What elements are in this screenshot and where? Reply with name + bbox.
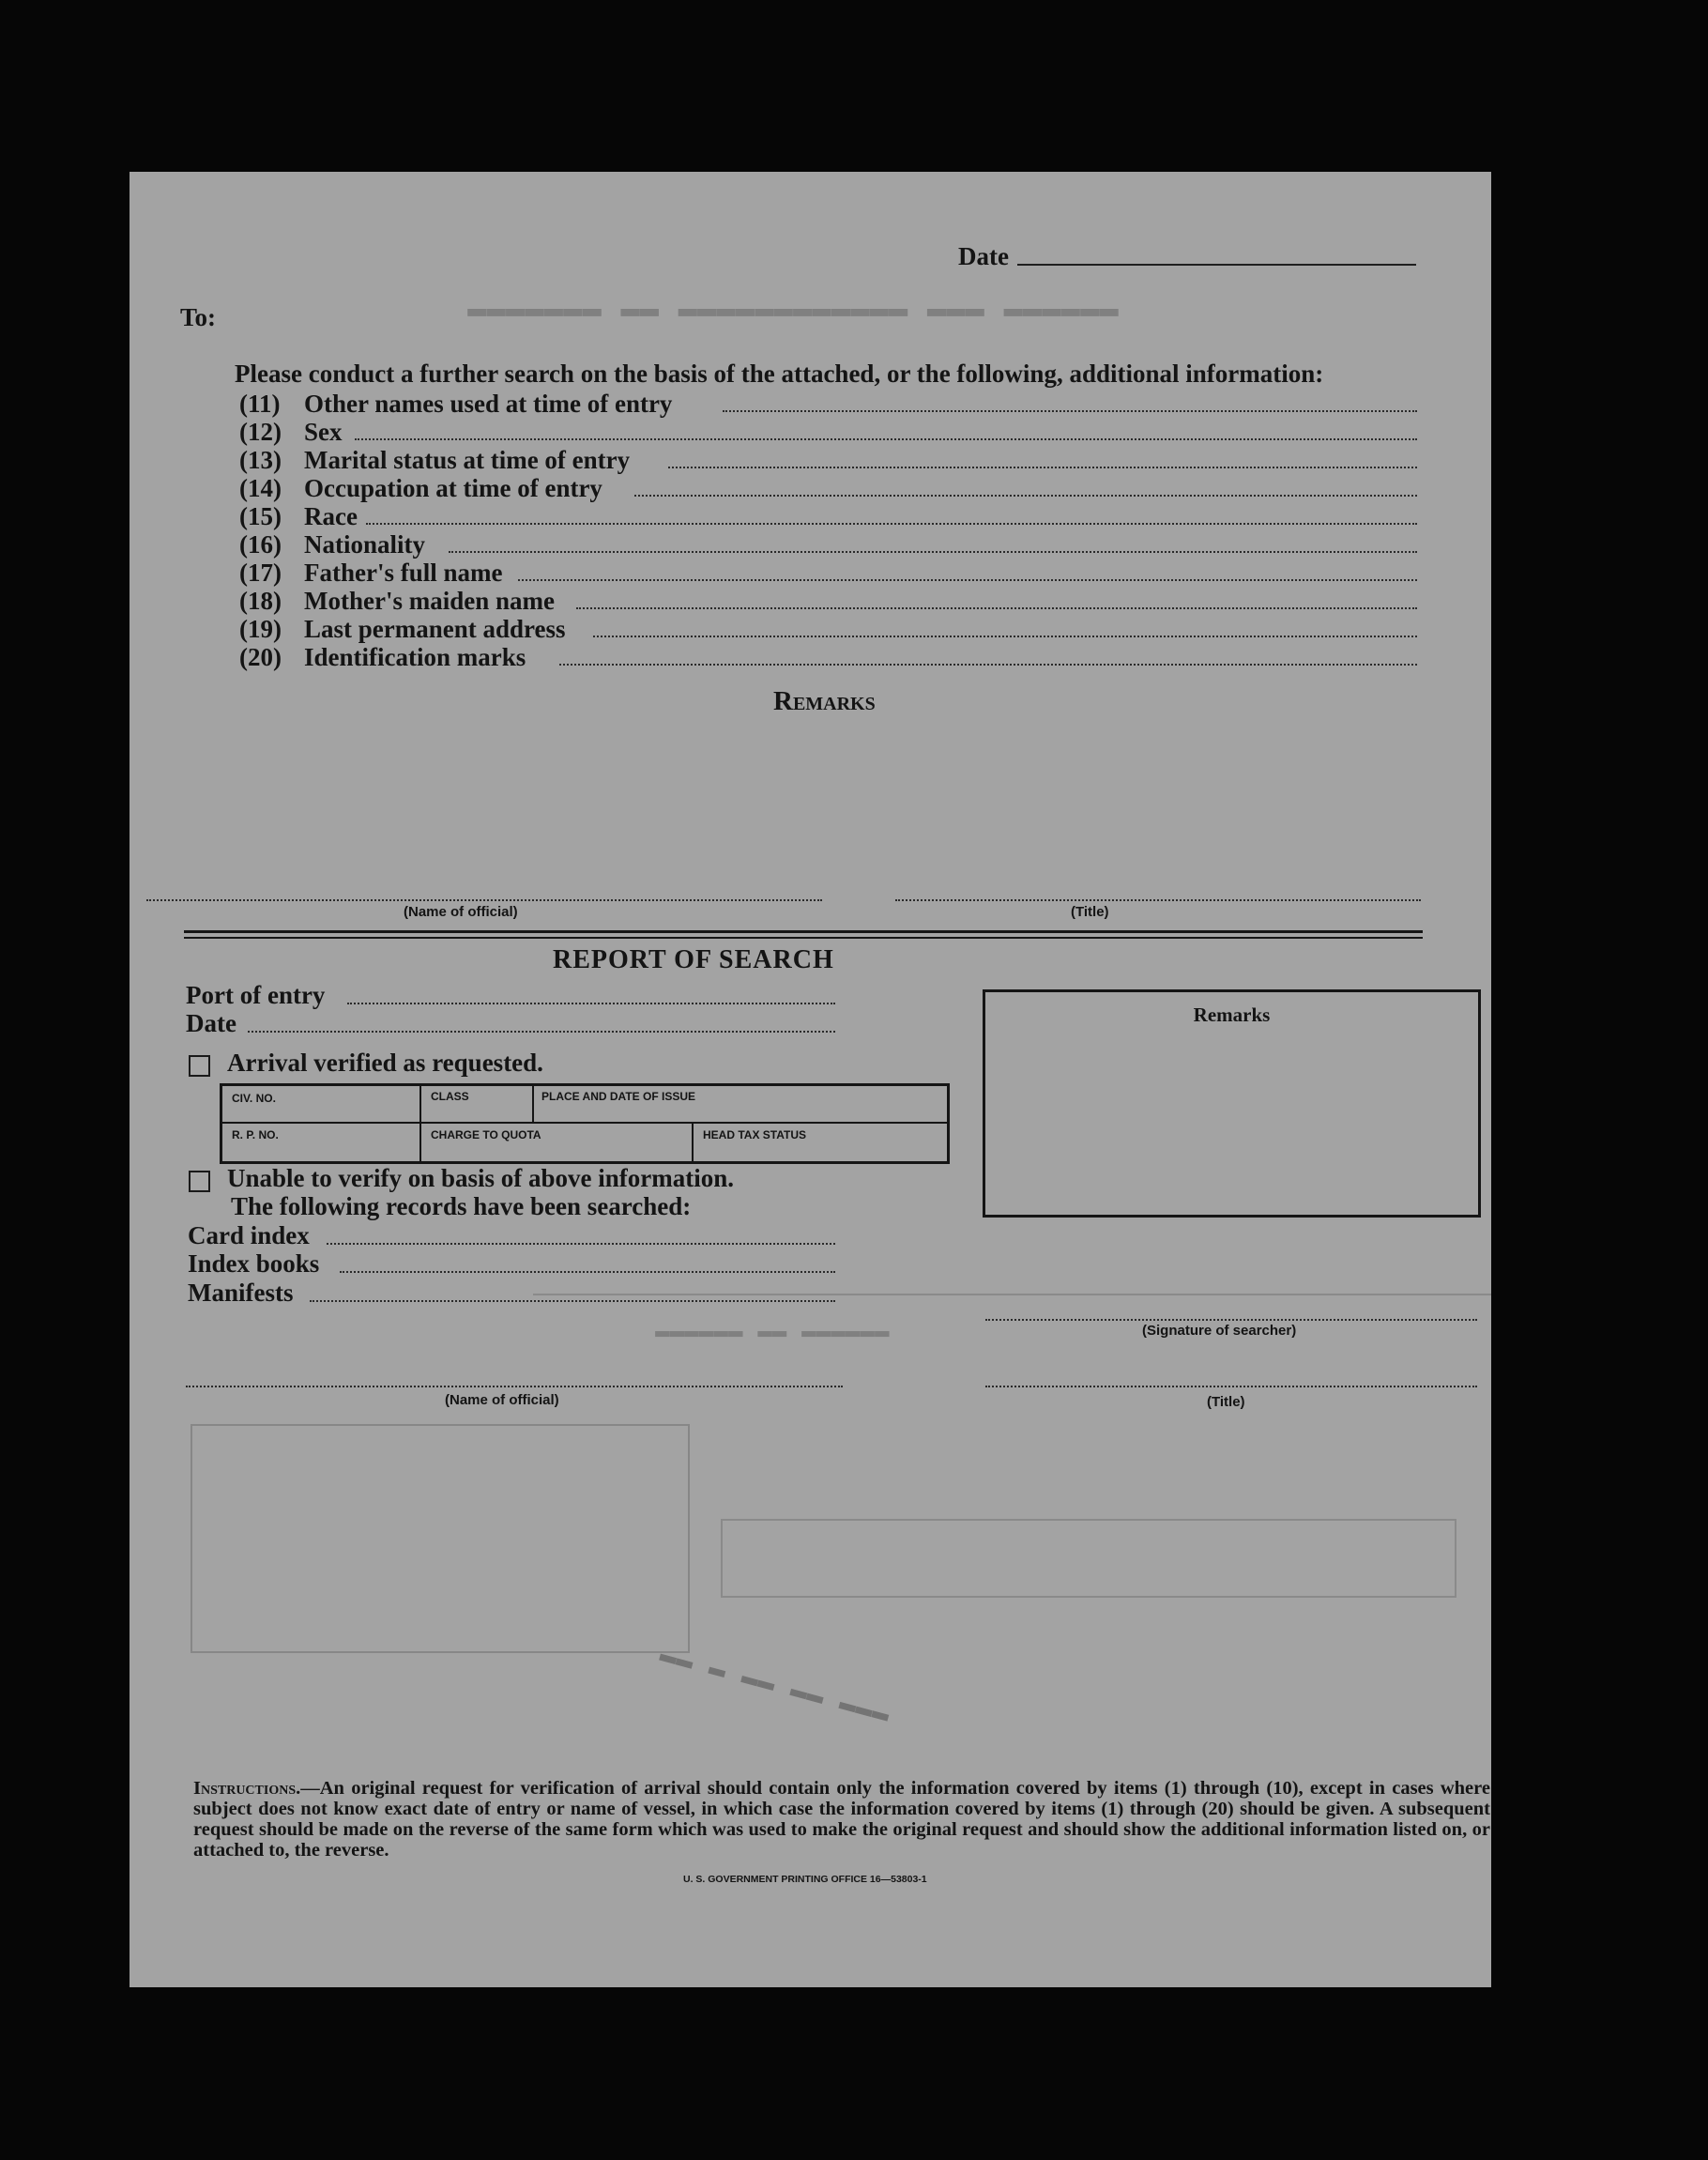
item-15-num: (15)	[239, 502, 282, 530]
rp-no-header: R. P. NO.	[232, 1128, 279, 1141]
item-19-num: (19)	[239, 615, 282, 643]
manifests-label: Manifests	[188, 1279, 294, 1307]
report-date-field[interactable]	[248, 1031, 835, 1033]
bleed-through-box	[191, 1424, 690, 1653]
official-title-line[interactable]	[895, 899, 1421, 901]
verification-table	[220, 1083, 950, 1164]
report-official-title-line[interactable]	[985, 1386, 1477, 1387]
item-11-label: Other names used at time of entry	[304, 390, 673, 418]
bleed-through-rule	[533, 1294, 1491, 1297]
item-16-label: Nationality	[304, 530, 426, 559]
remarks-box-title: Remarks	[1193, 1003, 1271, 1026]
class-header: CLASS	[431, 1090, 469, 1103]
item-18-label: Mother's maiden name	[304, 587, 555, 615]
item-15-label: Race	[304, 502, 358, 530]
item-15-field[interactable]	[366, 523, 1417, 525]
item-11-field[interactable]	[723, 410, 1417, 412]
item-20-field[interactable]	[559, 664, 1417, 666]
report-date-label: Date	[186, 1009, 236, 1037]
unable-to-verify-checkbox[interactable]	[189, 1171, 210, 1192]
item-13-label: Marital status at time of entry	[304, 446, 631, 474]
section-rule-top	[184, 930, 1423, 933]
place-date-issue-header: PLACE AND DATE OF ISSUE	[541, 1090, 696, 1103]
instructions-text: —An original request for verification of arrival should contain only the information covered by items (1) through (10), except in cases where subject does not know exact date of entry or name of vessel, in which case the information covered by items (1) through (20) should be given. A subsequent request should be made on the reverse of the same form which was used to make the original request and should show the additional information listed on, or attached to, the reverse.	[193, 1778, 1490, 1861]
report-official-name-caption: (Name of official)	[445, 1392, 559, 1408]
item-14-field[interactable]	[634, 495, 1417, 497]
report-official-name-line[interactable]	[186, 1386, 843, 1387]
official-title-caption: (Title)	[1071, 904, 1109, 920]
index-books-label: Index books	[188, 1249, 320, 1278]
item-20-num: (20)	[239, 643, 282, 671]
item-17-label: Father's full name	[304, 559, 503, 587]
report-of-search-heading: REPORT OF SEARCH	[553, 945, 834, 974]
port-of-entry-field[interactable]	[347, 1003, 835, 1004]
printing-office-line: U. S. GOVERNMENT PRINTING OFFICE 16—53803-1	[683, 1874, 927, 1885]
section-rule-bottom	[184, 937, 1423, 939]
instructions-label: Instructions.	[193, 1778, 301, 1799]
item-17-num: (17)	[239, 559, 282, 587]
table-row-divider	[222, 1122, 947, 1124]
card-index-field[interactable]	[327, 1243, 835, 1245]
bleed-through-heading-2: ▬▬▬▬▬▬ ▬▬ ▬▬▬▬▬▬	[655, 1317, 890, 1345]
item-11-num: (11)	[239, 390, 281, 418]
official-name-line[interactable]	[146, 899, 822, 901]
request-intro: Please conduct a further search on the basis of the attached, or the following, additional information:	[235, 360, 1324, 388]
item-16-num: (16)	[239, 530, 282, 559]
item-14-label: Occupation at time of entry	[304, 474, 602, 502]
item-12-num: (12)	[239, 418, 282, 446]
form-page	[130, 172, 1491, 1987]
item-17-field[interactable]	[518, 579, 1417, 581]
table-col-divider-3	[692, 1122, 694, 1161]
remarks-heading: Remarks	[773, 686, 876, 716]
instructions-paragraph	[193, 1778, 1490, 1861]
port-of-entry-label: Port of entry	[186, 981, 326, 1009]
item-12-field[interactable]	[355, 438, 1417, 440]
item-20-label: Identification marks	[304, 643, 526, 671]
item-18-num: (18)	[239, 587, 282, 615]
item-13-num: (13)	[239, 446, 282, 474]
arrival-verified-checkbox[interactable]	[189, 1055, 210, 1077]
unable-to-verify-label: Unable to verify on basis of above information.	[227, 1164, 734, 1192]
table-col-divider-2	[532, 1086, 534, 1122]
date-label: Date	[958, 242, 1009, 270]
bleed-through-heading: ▬▬▬▬▬▬ ▬▬▬ ▬▬▬▬▬▬▬▬▬▬▬▬ ▬▬ ▬▬▬▬▬▬▬	[467, 292, 1119, 328]
index-books-field[interactable]	[340, 1271, 835, 1273]
manifests-field[interactable]	[310, 1300, 835, 1302]
arrival-verified-label: Arrival verified as requested.	[227, 1049, 543, 1077]
signature-line[interactable]	[985, 1319, 1477, 1321]
received-stamp: ▬▬▬ ▬▬ ▬▬ ▬ ▬▬	[654, 1643, 892, 1737]
item-16-field[interactable]	[449, 551, 1417, 553]
to-label: To:	[180, 303, 217, 331]
item-13-field[interactable]	[668, 467, 1417, 468]
head-tax-status-header: HEAD TAX STATUS	[703, 1128, 806, 1141]
date-line[interactable]	[1017, 264, 1416, 266]
item-18-field[interactable]	[576, 607, 1417, 609]
table-col-divider-1	[419, 1086, 421, 1161]
card-index-label: Card index	[188, 1221, 310, 1249]
report-official-title-caption: (Title)	[1207, 1394, 1245, 1410]
item-14-num: (14)	[239, 474, 282, 502]
remarks-box[interactable]	[983, 989, 1481, 1218]
signature-caption: (Signature of searcher)	[1142, 1323, 1297, 1339]
item-19-field[interactable]	[593, 636, 1417, 637]
charge-to-quota-header: CHARGE TO QUOTA	[431, 1128, 541, 1141]
official-name-caption: (Name of official)	[404, 904, 518, 920]
bleed-through-table	[721, 1519, 1456, 1598]
civ-no-header: CIV. NO.	[232, 1092, 276, 1105]
item-12-label: Sex	[304, 418, 343, 446]
item-19-label: Last permanent address	[304, 615, 566, 643]
records-searched-label: The following records have been searched:	[231, 1192, 692, 1220]
